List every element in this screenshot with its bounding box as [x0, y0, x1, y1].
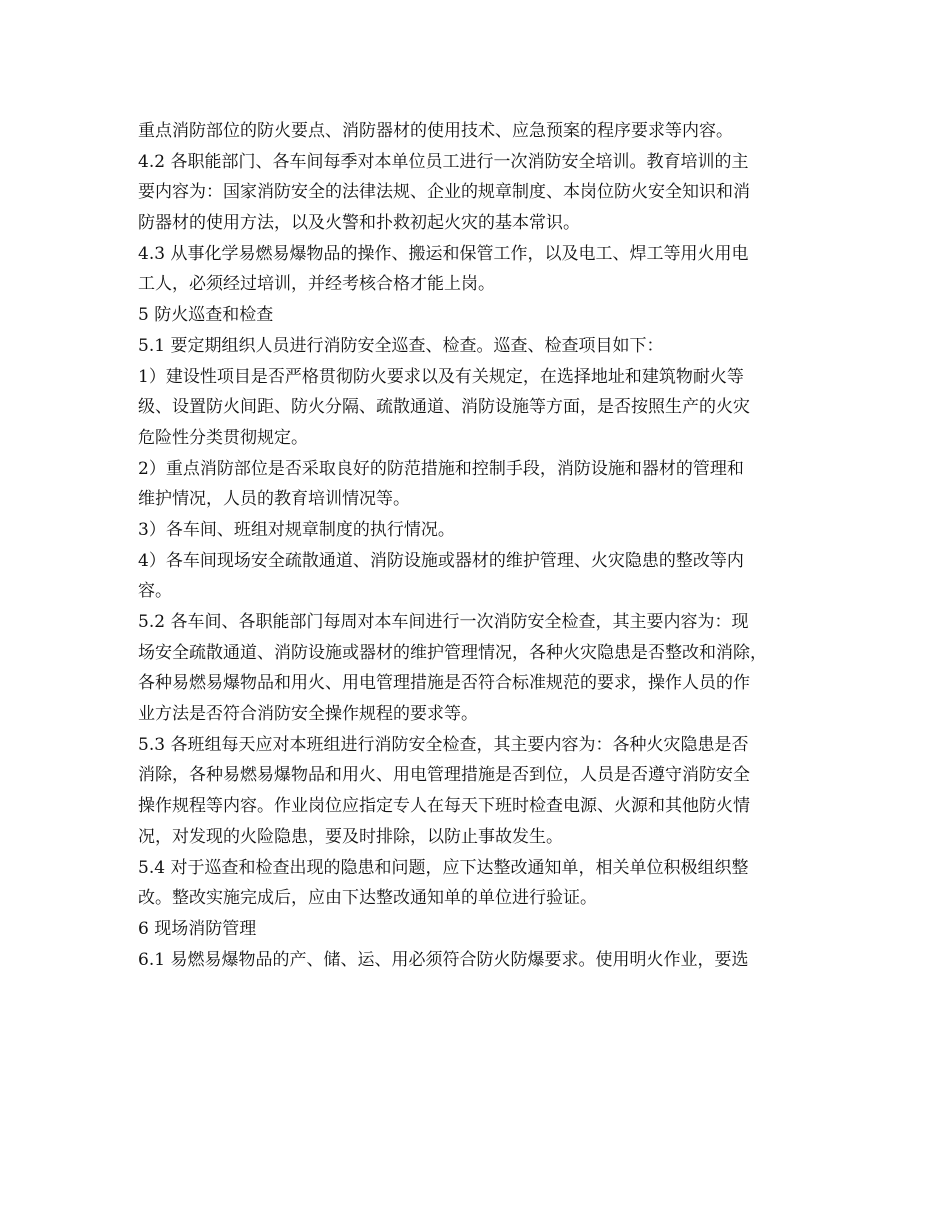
text-line: 操作规程等内容。作业岗位应指定专人在每天下班时检查电源、火源和其他防火情 — [138, 796, 750, 817]
text-line: 场安全疏散通道、消防设施或器材的维护管理情况，各种火灾隐患是否整改和消除， — [138, 642, 767, 663]
text-line: 5.3 各班组每天应对本班组进行消防安全检查，其主要内容为：各种火灾隐患是否 — [138, 734, 749, 755]
text-line: 1）建设性项目是否严格贯彻防火要求以及有关规定，在选择地址和建筑物耐火等 — [138, 366, 744, 387]
section-heading: 6 现场消防管理 — [138, 918, 257, 939]
text-line: 4）各车间现场安全疏散通道、消防设施或器材的维护管理、火灾隐患的整改等内 — [138, 550, 744, 571]
text-line: 5.4 对于巡查和检查出现的隐患和问题，应下达整改通知单，相关单位积极组织整 — [138, 857, 749, 878]
text-line: 况，对发现的火险隐患，要及时排除，以防止事故发生。 — [138, 826, 563, 847]
text-line: 防器材的使用方法，以及火警和扑救初起火灾的基本常识。 — [138, 213, 580, 234]
text-line: 业方法是否符合消防安全操作规程的要求等。 — [138, 704, 478, 725]
text-line: 要内容为：国家消防安全的法律法规、企业的规章制度、本岗位防火安全知识和消 — [138, 182, 750, 203]
text-line: 消除，各种易燃易爆物品和用火、用电管理措施是否到位，人员是否遵守消防安全 — [138, 765, 750, 786]
text-line: 6.1 易燃易爆物品的产、储、运、用必须符合防火防爆要求。使用明火作业，要选 — [138, 949, 749, 970]
text-line: 4.2 各职能部门、各车间每季对本单位员工进行一次消防安全培训。教育培训的主 — [138, 151, 749, 172]
text-line: 危险性分类贯彻规定。 — [138, 427, 308, 448]
text-line: 3）各车间、班组对规章制度的执行情况。 — [138, 519, 455, 540]
text-line: 容。 — [138, 581, 172, 602]
text-line: 各种易燃易爆物品和用火、用电管理措施是否符合标准规范的要求，操作人员的作 — [138, 673, 750, 694]
text-line: 2）重点消防部位是否采取良好的防范措施和控制手段，消防设施和器材的管理和 — [138, 458, 744, 479]
text-line: 改。整改实施完成后，应由下达整改通知单的单位进行验证。 — [138, 888, 597, 909]
text-line: 5.2 各车间、各职能部门每周对本车间进行一次消防安全检查，其主要内容为：现 — [138, 612, 749, 632]
text-line: 工人，必须经过培训，并经考核合格才能上岗。 — [138, 274, 495, 295]
text-line: 4.3 从事化学易燃易爆物品的操作、搬运和保管工作，以及电工、焊工等用火用电 — [138, 243, 749, 264]
text-line: 5.1 要定期组织人员进行消防安全巡查、检查。巡查、检查项目如下： — [138, 335, 664, 356]
text-line: 维护情况，人员的教育培训情况等。 — [138, 489, 410, 510]
text-line: 级、设置防火间距、防火分隔、疏散通道、消防设施等方面，是否按照生产的火灾 — [138, 397, 750, 418]
text-line: 重点消防部位的防火要点、消防器材的使用技术、应急预案的程序要求等内容。 — [138, 121, 733, 141]
document-body — [138, 116, 818, 975]
section-heading: 5 防火巡查和检查 — [138, 305, 274, 326]
